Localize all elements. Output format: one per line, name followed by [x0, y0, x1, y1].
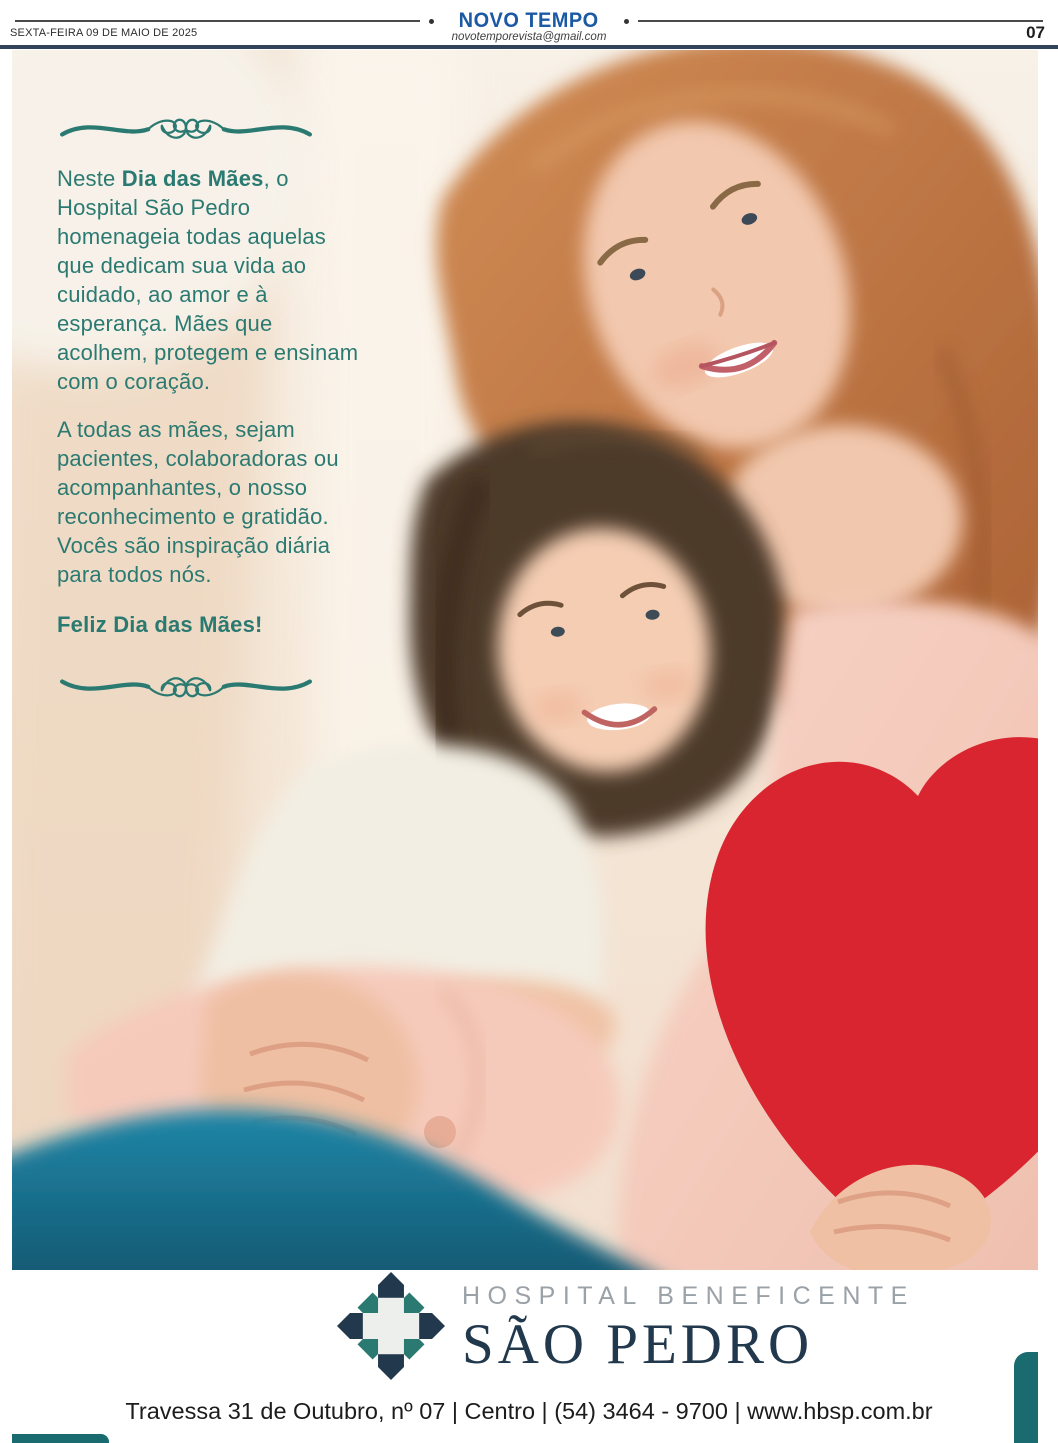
hospital-logo-line2: SÃO PEDRO [462, 1313, 814, 1376]
ad-paragraph-2: A todas as mães, sejam pacientes, colaboradoras ou acompanhantes, o nosso reconhecimento e gratidão. Vocês são inspiração diária para todos nós. [57, 417, 339, 587]
masthead-dot-left [429, 19, 434, 24]
sao-pedro-logo-mark-icon [337, 1270, 445, 1382]
ad-paragraph-1 [57, 164, 363, 396]
logo-diamond-cross [337, 1272, 445, 1380]
header-divider-rule [0, 45, 1058, 49]
masthead-rule-right [638, 20, 1043, 22]
flourish-divider-top-icon [57, 112, 315, 150]
hospital-logo-line1: HOSPITAL BENEFICENTE [462, 1282, 915, 1310]
ad-text-block [57, 112, 363, 704]
teal-accent-bar-bottom-left [12, 1434, 109, 1443]
masthead-rule-left [15, 20, 420, 22]
ad-paragraph-1-post: , o Hospital São Pedro homenageia todas aquelas que dedicam sua vida ao cuidado, ao amor e à esperança. Mães que acolhem, protegem e ensinam com o coração. [57, 166, 359, 394]
sleeve-button [424, 1116, 456, 1148]
flourish-divider-bottom-icon [57, 666, 315, 704]
ad-paragraph-1-pre: Neste [57, 166, 122, 191]
page-number: 07 [1026, 23, 1045, 42]
hospital-logo-text [462, 1282, 915, 1377]
hospital-address-line: Travessa 31 de Outubro, nº 07 | Centro | (54) 3464 - 9700 | www.hbsp.com.br [125, 1398, 933, 1424]
teal-accent-bar-right [1014, 1352, 1038, 1443]
ad-paragraph-1-bold: Dia das Mães [121, 166, 264, 191]
masthead-dot-right [624, 19, 629, 24]
edition-date: SEXTA-FEIRA 09 DE MAIO DE 2025 [10, 27, 198, 39]
ad-greeting: Feliz Dia das Mães! [57, 612, 263, 637]
masthead-title: NOVO TEMPO [459, 9, 600, 32]
masthead-email: novotemporevista@gmail.com [451, 31, 607, 43]
hospital-logo-block [0, 1270, 1058, 1398]
